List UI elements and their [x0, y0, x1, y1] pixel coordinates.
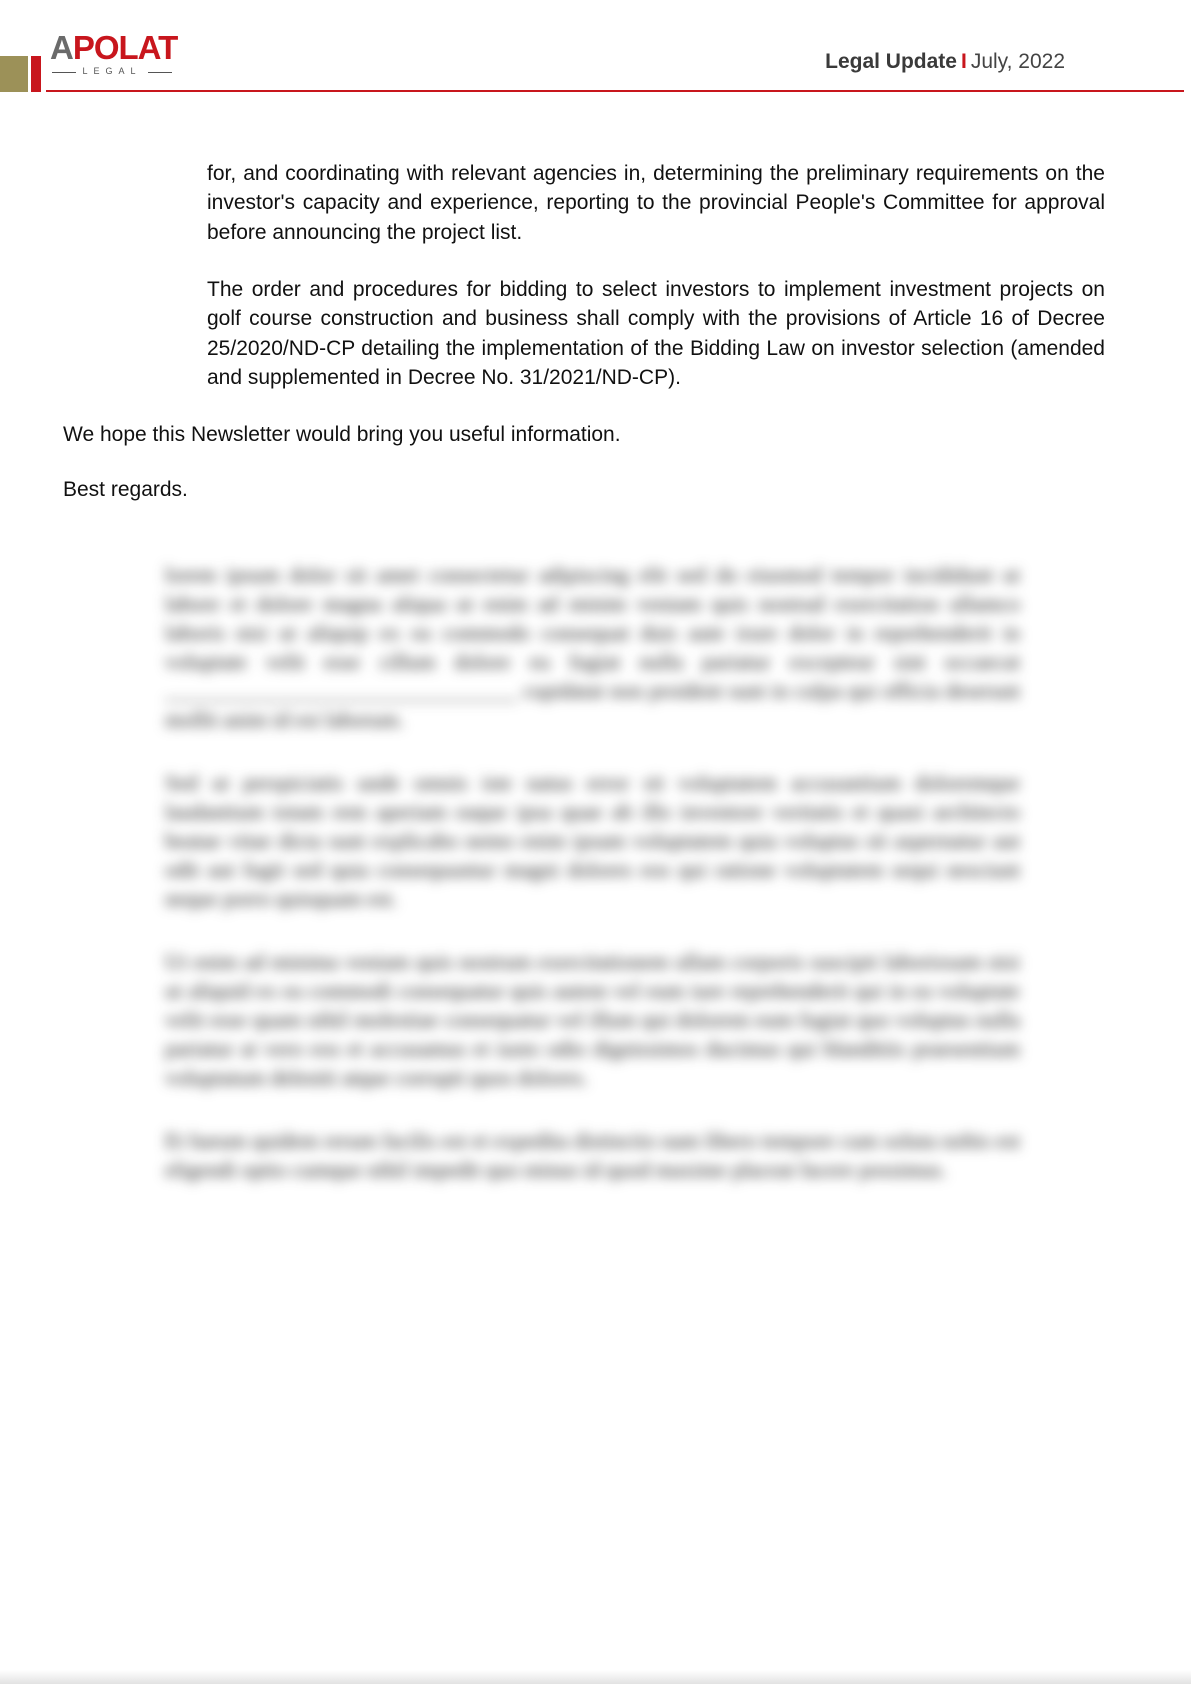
header-separator: I — [960, 50, 967, 73]
page-bottom-edge — [0, 1670, 1191, 1684]
regards-line: Best regards. — [63, 478, 188, 501]
logo-letter-a: A — [50, 29, 73, 66]
blurred-preview-block: lorem ipsum dolor sit amet consectetur adipiscing elit sed do eiusmod tempor incididunt ut labore et dolore magna aliqua ut enim ad minim veniam quis nostrud exercitation ullamco laboris nisi ut aliquip ex ea commodo consequat duis aute irure dolor in reprehenderit in voluptate velit esse cillum dolore eu fugiat nulla pariatur excepteur sint occaecat ________________________________ cupidatat non proident sunt in culpa qui officia deserunt mollit anim id est laborum. Sed ut perspiciatis unde omnis iste natus error sit voluptatem accusantium doloremque laudantium totam rem aperiam eaque ipsa quae ab illo inventore veritatis et quasi architecto beatae vitae dicta sunt explicabo nemo enim ipsam voluptatem quia voluptas sit aspernatur aut odit aut fugit sed quia consequuntur magni dolores eos qui ratione voluptatem sequi nesciunt neque porro quisquam est. Ut enim ad minima veniam quis nostrum exercitationem ullam corporis suscipit laboriosam nisi ut aliquid ex ea commodi consequatur quis autem vel eum iure reprehenderit qui in ea voluptate velit esse quam nihil molestiae consequatur vel illum qui dolorem eum fugiat quo voluptas nulla pariatur at vero eos et accusamus et iusto odio dignissimos ducimus qui blanditiis praesentium voluptatum deleniti atque corrupti quos dolores. Et harum quidem rerum facilis est et expedita distinctio nam libero tempore cum soluta nobis est eligendi optio cumque nihil impedit quo minus id quod maxime placeat facere possimus. — [165, 562, 1020, 1182]
header-title — [825, 50, 1065, 74]
logo-subtitle: LEGAL — [52, 66, 172, 76]
logo-letters: POLAT — [72, 29, 178, 66]
header-date: July, 2022 — [970, 50, 1065, 73]
header-rule — [46, 90, 1184, 92]
header-label: Legal Update — [825, 50, 957, 73]
body-paragraph-2: The order and procedures for bidding to select investors to implement investment projects on golf course construction and business shall comply with the provisions of Article 16 of Decree 25/2020/ND-CP detailing the implementation of the Bidding Law on investor selection (amended and supplemented in Decree No. 31/2021/ND-CP). — [207, 278, 1105, 389]
logo-wordmark — [50, 30, 177, 66]
body-paragraph-1: for, and coordinating with relevant agencies in, determining the preliminary requirements on the investor's capacity and experience, reporting to the provincial People's Committee for approval before announcing the project list. — [207, 162, 1105, 244]
logo-olive-block — [0, 56, 28, 92]
logo-red-block — [31, 56, 41, 92]
closing-line: We hope this Newsletter would bring you useful information. — [63, 423, 621, 446]
